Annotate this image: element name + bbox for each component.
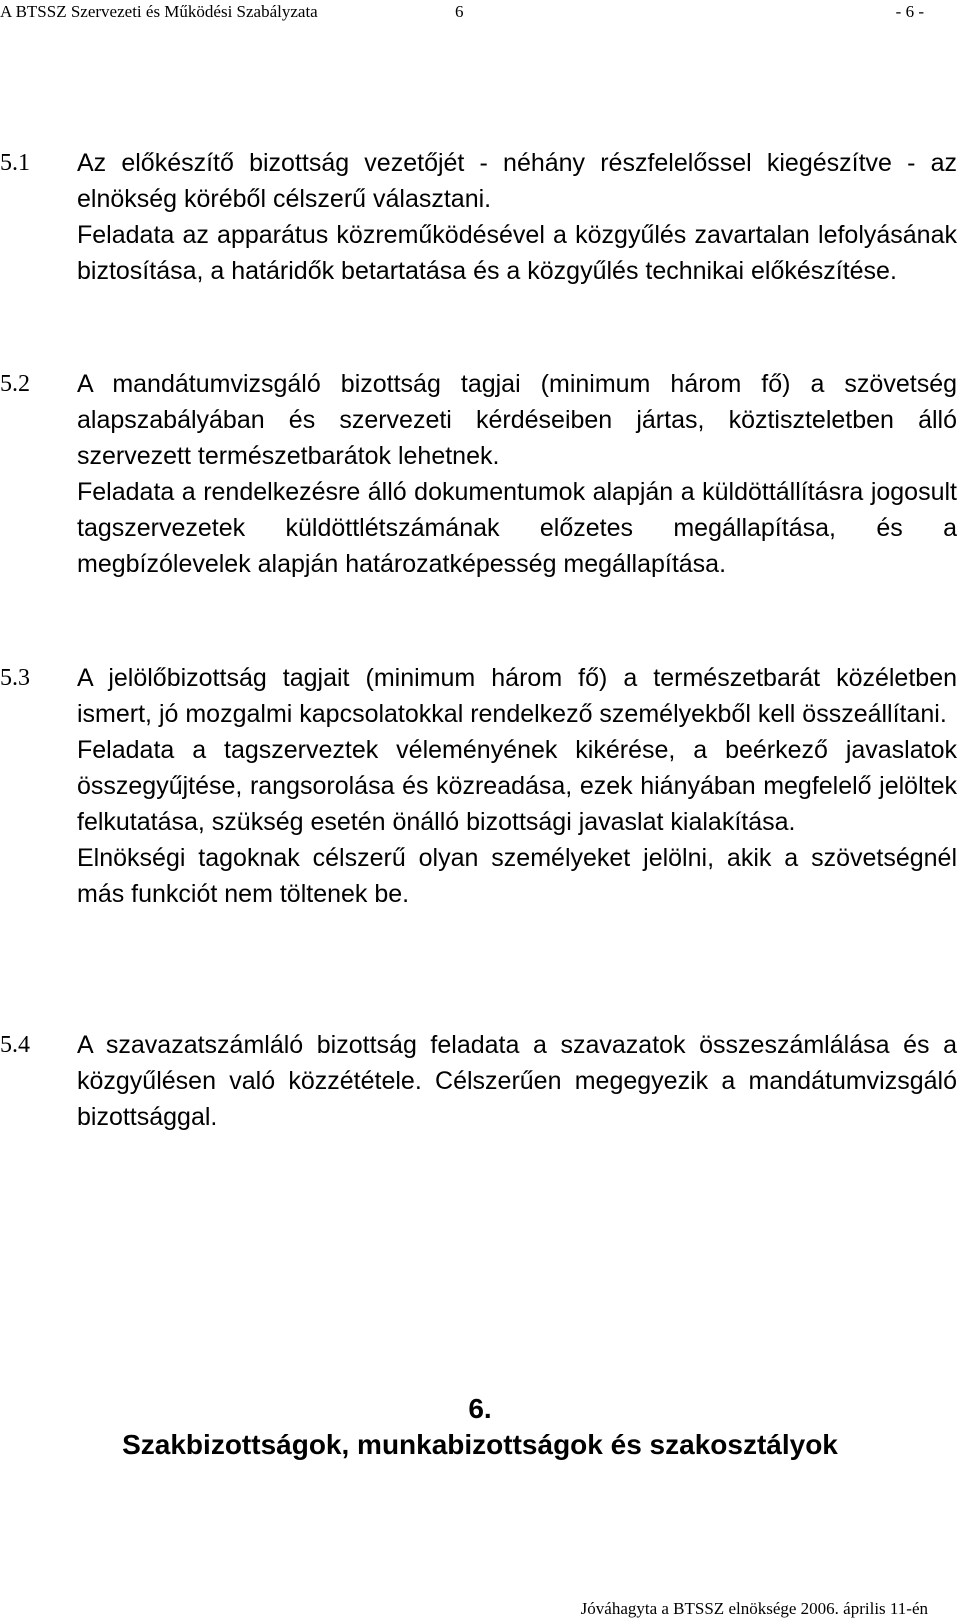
paragraph: A mandátumvizsgáló bizottság tagjai (minimum három fő) a szövetség alapszabályában és szervezeti kérdéseiben jártas, köztiszteletben álló szervezett természetbarátok lehetnek. (77, 370, 957, 470)
section-number: 5.4 (0, 1032, 30, 1058)
page-number: - 6 - (895, 2, 924, 21)
section-number: 5.2 (0, 371, 30, 397)
section-body (77, 145, 957, 289)
section-number: 5.3 (0, 665, 30, 691)
paragraph: A szavazatszámláló bizottság feladata a szavazatok összeszámlálása és a közgyűlésen való közzététele. Célszerűen megegyezik a mandátumvizsgáló bizottsággal. (77, 1031, 957, 1131)
paragraph: Az előkészítő bizottság vezetőjét - néhány részfelelőssel kiegészítve - az elnökség köréből célszerű választani. (77, 149, 957, 213)
section-5-3 (0, 660, 960, 912)
document-title: A BTSSZ Szervezeti és Működési Szabályzata (0, 2, 318, 21)
paragraph: Feladata a tagszerveztek véleményének kikérése, a beérkező javaslatok összegyűjtése, rangsorolása és közreadása, ezek hiányában megfelelő jelöltek felkutatása, szükség esetén önálló bizottsági javaslat kialakítása. (77, 736, 957, 836)
section-5-2 (0, 366, 960, 582)
paragraph: Feladata az apparátus közreműködésével a közgyűlés zavartalan lefolyásának biztosítása, a határidők betartatása és a közgyűlés technikai előkészítése. (77, 221, 957, 285)
section-body (77, 1027, 957, 1135)
section-5-1 (0, 145, 960, 289)
paragraph: A jelölőbizottság tagjait (minimum három fő) a természetbarát közéletben ismert, jó mozgalmi kapcsolatokkal rendelkező személyekből kell összeállítani. (77, 664, 957, 728)
section-5-4 (0, 1027, 960, 1135)
paragraph: Feladata a rendelkezésre álló dokumentumok alapján a küldöttállításra jogosult tagszervezetek küldöttlétszámának előzetes megállapítása, és a megbízólevelek alapján határozatképesség megállapítása. (77, 478, 957, 578)
section-body (77, 366, 957, 582)
section-number: 5.1 (0, 150, 30, 176)
header-chapter-number: 6 (455, 2, 464, 21)
chapter-number: 6. (468, 1393, 492, 1424)
chapter-title: Szakbizottságok, munkabizottságok és szakosztályok (122, 1429, 838, 1460)
approval-footer: Jóváhagyta a BTSSZ elnöksége 2006. április 11-én (580, 1599, 928, 1618)
paragraph: Elnökségi tagoknak célszerű olyan személyeket jelölni, akik a szövetségnél más funkciót nem töltenek be. (77, 844, 957, 908)
section-body (77, 660, 957, 912)
